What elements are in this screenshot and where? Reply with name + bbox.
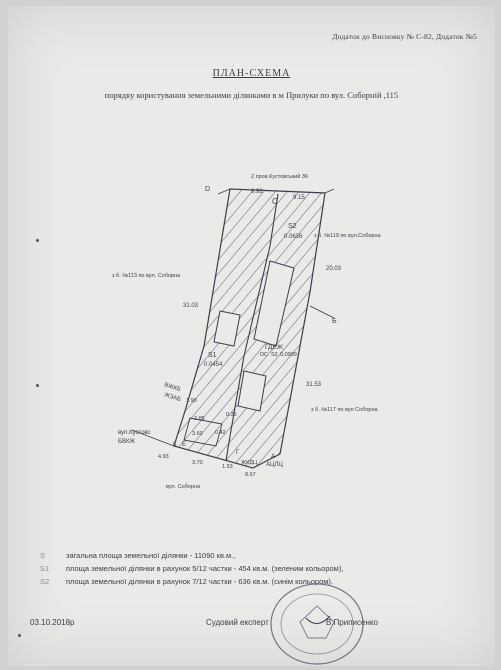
signer-name: В.Приписенко — [326, 618, 378, 627]
side-code: ЖКДЦ — [241, 460, 258, 466]
side-code: ВЖКБ — [163, 382, 182, 394]
dim-d4: 3.60 — [192, 431, 203, 437]
parcel-code: S1 — [208, 352, 217, 359]
left-neighbour-label: з б. №113 по вул. Соборна — [112, 273, 181, 279]
legend-text: площа земельної ділянки в рахунок 5/12 частки - 454 кв.м. (зеленим кольором), — [66, 564, 344, 573]
point-label-g: Г — [236, 450, 240, 456]
signer-title: Судовий експерт — [206, 618, 269, 627]
side-code: АЦЛЦ — [266, 462, 283, 468]
parcel-prefix: DC — [260, 352, 268, 358]
dim-d3: 0.35 — [226, 412, 237, 418]
legend-row — [40, 562, 343, 575]
point-label-k: К — [173, 442, 177, 448]
point-label-d: D — [205, 186, 211, 193]
point-label-c: C — [272, 197, 278, 206]
side-code: ЖЗАБ — [163, 392, 182, 404]
dim-left: 31.03 — [183, 303, 199, 309]
side-code: БВКЖ — [118, 439, 135, 445]
parcel-outline — [174, 189, 325, 468]
document-sheet — [8, 6, 495, 666]
plan-subtitle: порядку користування земельними ділянками в м Прилуки по вул. Соборній ,115 — [104, 90, 399, 100]
legend-text: загальна площа земельної ділянки - 11090 кв.м., — [66, 551, 236, 560]
parcel-area: 0.0636 — [284, 234, 303, 240]
dim-right-lower: 31.53 — [306, 382, 322, 388]
top-neighbour-label: 2 пров.Кустовський 36 — [251, 174, 308, 180]
dim-d1: 1.90 — [186, 398, 197, 404]
dim-b1: 4.93 — [158, 454, 169, 460]
dim-right-upper: 20.03 — [326, 266, 342, 272]
site-plan-diagram — [8, 6, 495, 546]
plan-title: ПЛАН-СХЕМА — [212, 68, 291, 79]
point-label-b: Б — [332, 318, 337, 325]
parcel-code: S2 — [288, 223, 297, 230]
right-lower-neighbour-label: з б. №117 по вул Соборна — [311, 407, 378, 413]
right-upper-neighbour-label: з б. №119 по вул.Соборна — [314, 233, 381, 239]
dim-b2: 3.70 — [192, 460, 203, 466]
point-label-a: А — [271, 454, 276, 460]
dim-d2: 2.85 — [194, 416, 205, 422]
street-left-label: вул.Кустовс — [118, 430, 151, 436]
legend-text: площа земельної ділянки в рахунок 7/12 частки - 636 кв.м. (синім кольором). — [66, 577, 333, 586]
legend-key: S — [40, 551, 46, 560]
hole-punch-mark — [36, 239, 39, 242]
hole-punch-mark — [18, 634, 21, 637]
legend-key: S1 — [40, 564, 50, 573]
annex-reference: Додаток до Висновку № С-82, Додаток №5 — [332, 32, 477, 41]
hole-punch-mark — [36, 384, 39, 387]
legend-key: S2 — [40, 577, 50, 586]
parcel-area: 0.0454 — [204, 362, 223, 368]
parcel-code: S2 — [271, 352, 278, 358]
dim-top-left: 8.92 — [251, 189, 263, 195]
parcel-side-code: ГДЕЖ — [265, 344, 283, 351]
bottom-street-label: вул. Соборна — [166, 484, 201, 490]
parcel-area: 0.0909 — [280, 352, 297, 358]
dim-b4: 8.67 — [245, 472, 256, 478]
dim-top-right: 9.15 — [293, 195, 305, 201]
dim-d5: 0.42 — [215, 430, 226, 436]
seal-stamp-icon — [262, 578, 372, 666]
legend-row — [40, 549, 343, 562]
dim-b3: 1.53 — [222, 464, 233, 470]
point-label-e: Е — [182, 442, 187, 448]
document-date: 03.10.2018р — [30, 618, 75, 627]
